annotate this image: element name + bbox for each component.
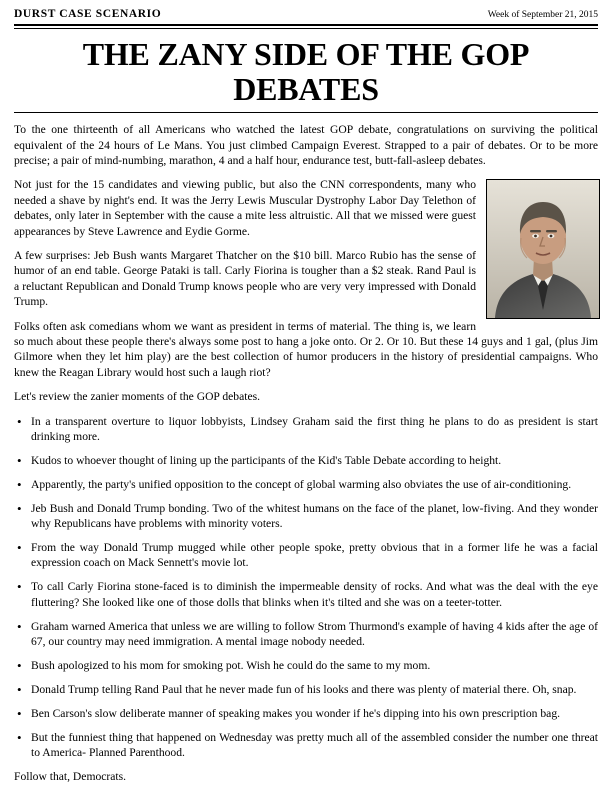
masthead (14, 8, 598, 23)
masthead-rule-thin (14, 28, 598, 29)
bullet-list (14, 414, 598, 761)
list-item: • Bush apologized to his mom for smoking pot. Wish he could do the same to my mom. (14, 658, 598, 673)
list-item: • But the funniest thing that happened on Wednesday was pretty much all of the assembled consider the number one threat to America- Planned Parenthood. (14, 730, 598, 761)
man-in-suit-portrait-icon (486, 179, 600, 319)
list-item: • Ben Carson's slow deliberate manner of speaking makes you wonder if he's dipping into his own prescription bag. (14, 706, 598, 721)
paragraph: Folks often ask comedians whom we want as president in terms of material. The thing is, we learn so much about these people there's always some post to hang a joke onto. Or 2. Or 10. But these 14 guys and 1 gal, (plus Jim Gilmore when they let him play) are the best collection of humor producers in the history of presidential campaigns. Who knew the Reagan Library would host such a laugh riot? (14, 319, 598, 379)
article-body (14, 122, 598, 784)
closing-line: Follow that, Democrats. (14, 770, 127, 783)
list-item: • Jeb Bush and Donald Trump bonding. Two of the whitest humans on the face of the planet, low-fiving. And they wonder why Republicans have problems with minority voters. (14, 501, 598, 532)
paragraph: Not just for the 15 candidates and viewing public, but also the CNN correspondents, many who needed a shave by night's end. It was the Jerry Lewis Muscular Dystrophy Labor Day Telethon of debates, only later in September with the cause a mite less altruistic. All that we missed were guest appearances by Steve Lawrence and Eydie Gorme. (14, 178, 476, 238)
portrait-figure (486, 179, 598, 319)
list-item: • Apparently, the party's unified opposition to the concept of global warming also obviates the use of air-conditioning. (14, 477, 598, 492)
page-title: THE ZANY SIDE OF THE GOP DEBATES (82, 36, 530, 107)
list-item: • Graham warned America that unless we are willing to follow Strom Thurmond's example of having 4 kids after the age of 67, our country may need immigration. A mental image nobody needed. (14, 619, 598, 650)
paragraph: To the one thirteenth of all Americans who watched the latest GOP debate, congratulations on surviving the political equivalent of the 24 hours of Le Mans. You just climbed Campaign Everest. Strapped to a pair of debates. Or to be more precise; a pair of mind-numbing, marathon, 4 and a half hour, endurance test, butt-fall-asleep debates. (14, 123, 598, 167)
list-item: • To call Carly Fiorina stone-faced is to diminish the impermeable density of rocks. And what was the deal with the eye fluttering? She looked like one of those dolls that blinks when it's tilted and she was on a teeter-totter. (14, 579, 598, 610)
list-item: • From the way Donald Trump mugged while other people spoke, pretty obvious that in a former life he was a facial expression coach on Mack Sennett's movie lot. (14, 540, 598, 571)
list-item: • Donald Trump telling Rand Paul that he never made fun of his looks and there was plenty of material there. Oh, snap. (14, 682, 598, 697)
list-item: • In a transparent overture to liquor lobbyists, Lindsey Graham said the first thing he plans to do as president is start drinking more. (14, 414, 598, 445)
masthead-rule-thick (14, 24, 598, 26)
issue-date: Week of September 21, 2015 (487, 10, 598, 20)
paragraph: A few surprises: Jeb Bush wants Margaret Thatcher on the $10 bill. Marco Rubio has the sense of humor of an end table. George Pataki is tall. Carly Fiorina is tougher than a $2 steak. Rand Paul is a reluctant Republican and Donald Trump knows people who are very very impressed with Donald Trump. (14, 248, 476, 309)
publication-title: DURST CASE SCENARIO (14, 8, 162, 20)
paragraph: Let's review the zanier moments of the GOP debates. (14, 390, 261, 404)
headline-rule (14, 112, 598, 113)
list-item: • Kudos to whoever thought of lining up the participants of the Kid's Table Debate according to height. (14, 453, 598, 468)
